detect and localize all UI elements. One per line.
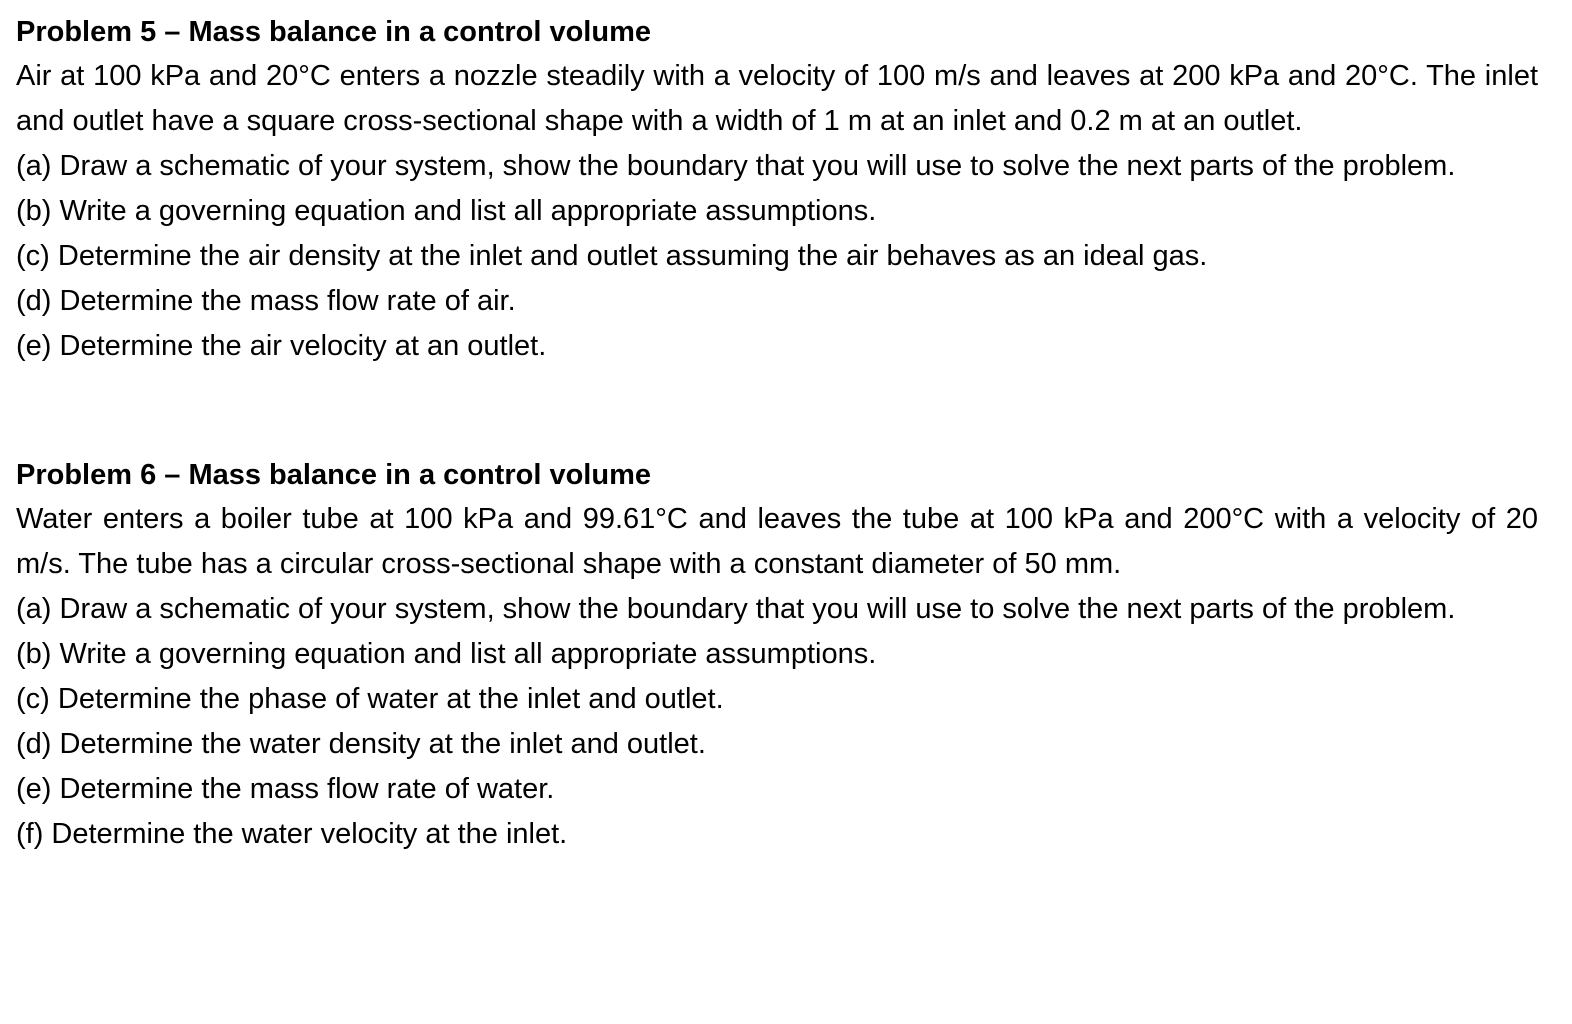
document-page	[16, 10, 1538, 857]
problem-5-part-e: (e) Determine the air velocity at an outlet.	[16, 330, 547, 362]
problem-6-part-f: (f) Determine the water velocity at the inlet.	[16, 818, 568, 850]
problem-5-statement: Air at 100 kPa and 20°C enters a nozzle steadily with a velocity of 100 m/s and leaves at 200 kPa and 20°C. The inlet and outlet have a square cross-sectional shape with a width of 1 m at an inlet and 0.2 m at an outlet.	[16, 60, 1538, 137]
problem-6-part-c: (c) Determine the phase of water at the inlet and outlet.	[16, 683, 724, 715]
problem-6-part-b: (b) Write a governing equation and list all appropriate assumptions.	[16, 638, 877, 670]
problem-5-part-d: (d) Determine the mass flow rate of air.	[16, 285, 516, 317]
problem-6-part-d: (d) Determine the water density at the inlet and outlet.	[16, 728, 706, 760]
problem-5	[16, 10, 1538, 369]
problem-5-title: Problem 5 – Mass balance in a control volume	[16, 16, 651, 48]
problem-5-part-b: (b) Write a governing equation and list all appropriate assumptions.	[16, 195, 877, 227]
problem-6	[16, 453, 1538, 857]
problem-6-statement: Water enters a boiler tube at 100 kPa and 99.61°C and leaves the tube at 100 kPa and 200°C with a velocity of 20 m/s. The tube has a circular cross-sectional shape with a constant diameter of 50 mm.	[16, 503, 1538, 580]
problem-6-part-a: (a) Draw a schematic of your system, show the boundary that you will use to solve the next parts of the problem.	[16, 593, 1456, 625]
problem-5-part-a: (a) Draw a schematic of your system, show the boundary that you will use to solve the next parts of the problem.	[16, 150, 1456, 182]
problem-5-part-c: (c) Determine the air density at the inlet and outlet assuming the air behaves as an ideal gas.	[16, 240, 1208, 272]
problem-6-title: Problem 6 – Mass balance in a control volume	[16, 459, 651, 491]
problem-6-part-e: (e) Determine the mass flow rate of water.	[16, 773, 555, 805]
